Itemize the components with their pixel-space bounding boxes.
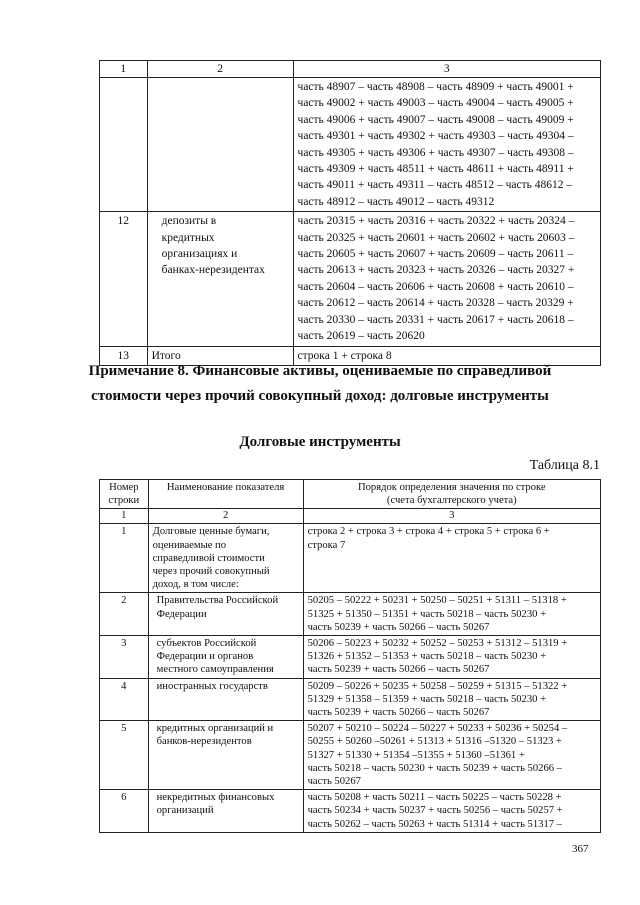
- note-heading-line-2: стоимости через прочий совокупный доход: долговые инструменты: [91, 388, 549, 404]
- row-number: 12: [100, 212, 148, 346]
- col-number-1: 1: [100, 509, 149, 524]
- continuation-table: [99, 60, 601, 366]
- row-name: Правительства Российской Федерации: [148, 593, 303, 636]
- row-formula: строка 2 + строка 3 + строка 4 + строка 5 + строка 6 + строка 7: [303, 524, 600, 593]
- page-number: 367: [572, 843, 589, 855]
- row-formula: 50206 – 50223 + 50232 + 50252 – 50253 + 51312 – 51319 + 51326 + 51352 – 51353 + часть 50218 – часть 50230 + часть 50239 + часть 50266 – часть 50267: [303, 636, 600, 679]
- row-number: [100, 78, 148, 212]
- row-formula: 50209 – 50226 + 50235 + 50258 – 50259 + 51315 – 51322 + 51329 + 51358 – 51359 + часть 50218 – часть 50230 + часть 50239 + часть 50266 – часть 50267: [303, 678, 600, 721]
- header-col-1: 1: [100, 61, 148, 78]
- row-formula: строка 1 + строка 8: [293, 346, 600, 365]
- row-name: [147, 78, 293, 212]
- row-number: 5: [100, 721, 149, 790]
- table-row: [100, 636, 601, 679]
- table-row: [100, 790, 601, 833]
- row-formula: часть 48907 – часть 48908 – часть 48909 + часть 49001 + часть 49002 + часть 49003 – часть 49004 – часть 49005 + часть 49006 + часть 49007 – часть 49008 – часть 49009 + часть 49301 + часть 49302 + часть 49303 – часть 49304 – часть 49305 + часть 49306 + часть 49307 – часть 49308 – часть 49309 + часть 48511 + часть 48611 + часть 48911 + часть 49011 + часть 49311 – часть 48512 – часть 48612 – часть 48912 – часть 49012 – часть 49312: [293, 78, 600, 212]
- table-row: [100, 593, 601, 636]
- row-formula: часть 50208 + часть 50211 – часть 50225 – часть 50228 + часть 50234 + часть 50237 + часть 50256 – часть 50257 + часть 50262 – часть 50263 + часть 51314 + часть 51317 –: [303, 790, 600, 833]
- debt-instruments-table: [99, 479, 601, 833]
- table-row: [100, 678, 601, 721]
- table-row: [100, 212, 601, 346]
- header-indicator-name: Наименование показателя: [148, 480, 303, 509]
- row-number: 3: [100, 636, 149, 679]
- col-number-2: 2: [148, 509, 303, 524]
- table-row: [100, 78, 601, 212]
- row-formula: 50205 – 50222 + 50231 + 50250 – 50251 + 51311 – 51318 + 51325 + 51350 – 51351 + часть 50218 – часть 50230 + часть 50239 + часть 50266 – часть 50267: [303, 593, 600, 636]
- row-name: Долговые ценные бумаги, оцениваемые по справедливой стоимости через прочий совокупный доход, в том числе:: [148, 524, 303, 593]
- header-col-3: 3: [293, 61, 600, 78]
- col-number-3: 3: [303, 509, 600, 524]
- table-header-row: [100, 480, 601, 509]
- row-number: 13: [100, 346, 148, 365]
- row-name: Итого: [147, 346, 293, 365]
- table-label: Таблица 8.1: [529, 458, 600, 473]
- row-name: субъектов Российской Федерации и органов местного самоуправления: [148, 636, 303, 679]
- row-formula: 50207 + 50210 – 50224 – 50227 + 50233 + 50236 + 50254 – 50255 + 50260 –50261 + 51313 + 51316 –51320 – 51323 + 51327 + 51330 + 51354 –51355 + 51360 –51361 + часть 50218 – часть 50230 + часть 50239 + часть 50266 – часть 50267: [303, 721, 600, 790]
- section-title: Долговые инструменты: [239, 434, 401, 450]
- row-name: депозиты в кредитных организациях и банках-нерезидентах: [147, 212, 293, 346]
- table-header-row: [100, 61, 601, 78]
- row-name: иностранных государств: [148, 678, 303, 721]
- row-number: 6: [100, 790, 149, 833]
- table-row: [100, 721, 601, 790]
- row-number: 2: [100, 593, 149, 636]
- header-col-2: 2: [147, 61, 293, 78]
- table-row: [100, 524, 601, 593]
- note-heading-line-1: Примечание 8. Финансовые активы, оцениваемые по справедливой: [88, 363, 552, 379]
- row-name: кредитных организаций и банков-нерезидентов: [148, 721, 303, 790]
- row-number: 4: [100, 678, 149, 721]
- row-name: некредитных финансовых организаций: [148, 790, 303, 833]
- header-calculation-order: Порядок определения значения по строке (счета бухгалтерского учета): [303, 480, 600, 509]
- column-number-row: [100, 509, 601, 524]
- row-formula: часть 20315 + часть 20316 + часть 20322 + часть 20324 – часть 20325 + часть 20601 + часть 20602 + часть 20603 – часть 20605 + часть 20607 + часть 20609 – часть 20611 – часть 20613 + часть 20323 + часть 20326 – часть 20327 + часть 20604 – часть 20606 + часть 20608 + часть 20610 – часть 20612 – часть 20614 + часть 20328 – часть 20329 + часть 20330 – часть 20331 + часть 20617 + часть 20618 – часть 20619 – часть 20620: [293, 212, 600, 346]
- row-number: 1: [100, 524, 149, 593]
- header-row-number: Номер строки: [100, 480, 149, 509]
